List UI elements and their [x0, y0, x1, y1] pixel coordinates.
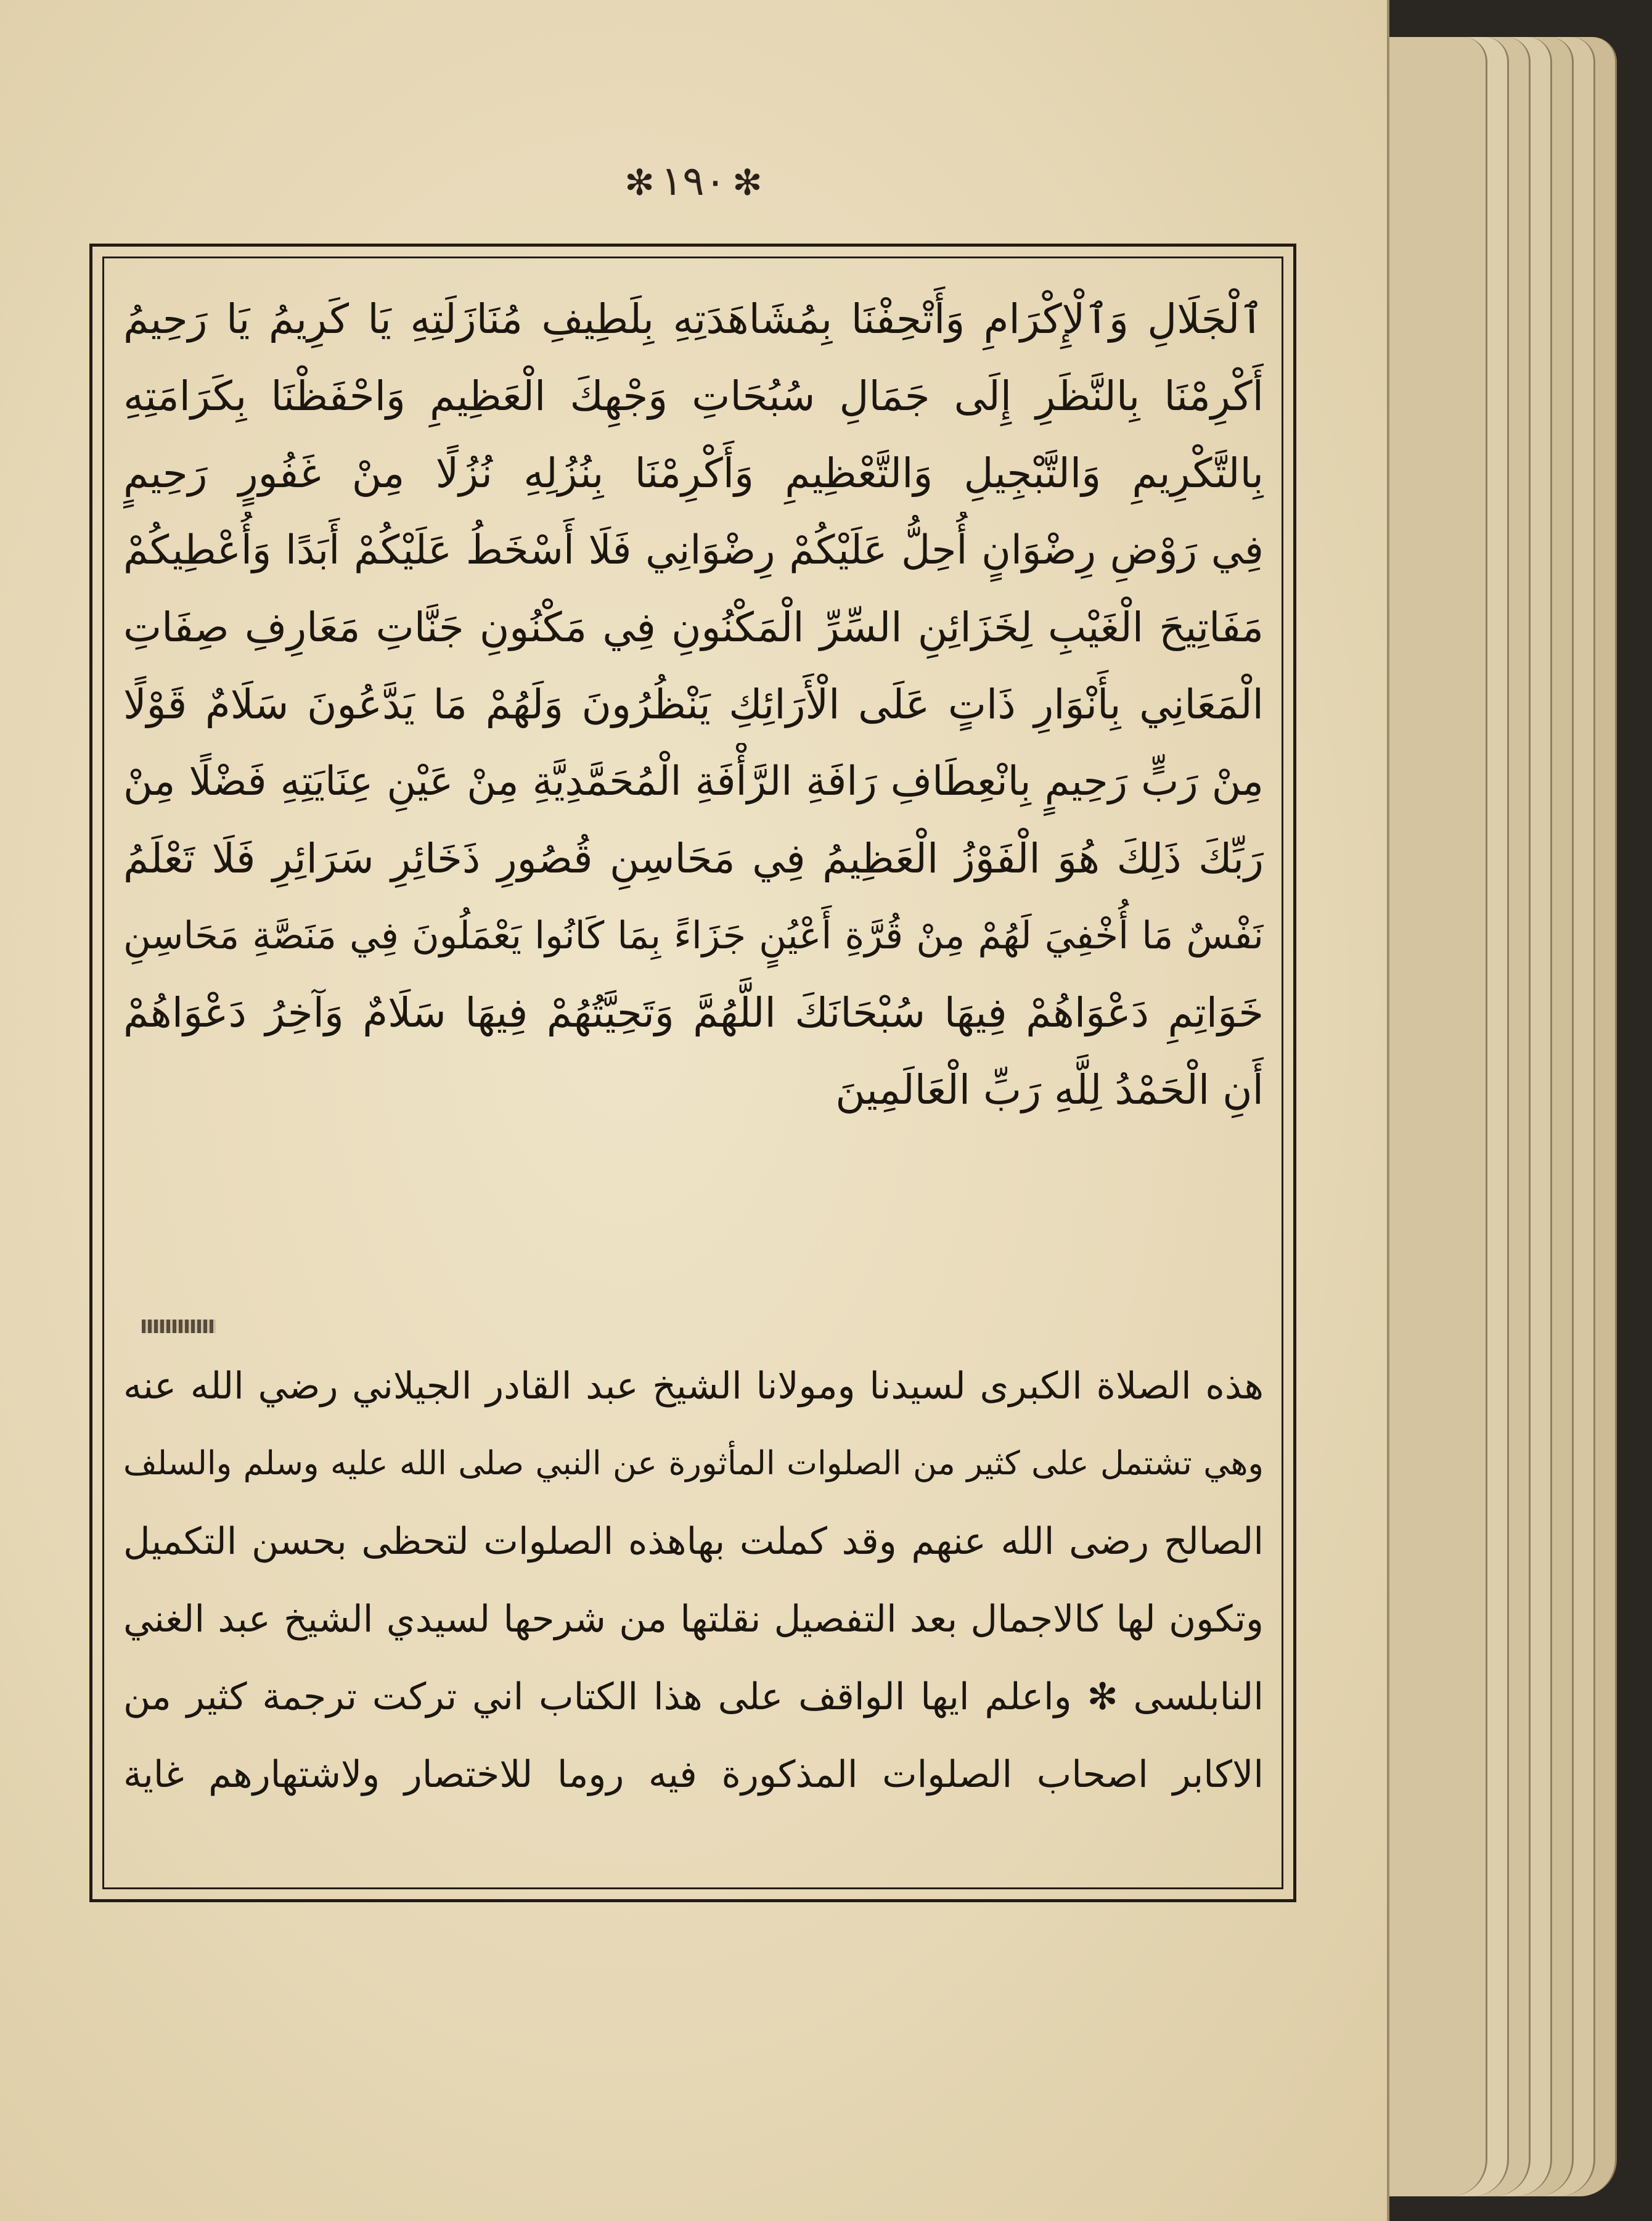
commentary-line: وهي تشتمل على كثير من الصلوات المأثورة عن النبي صلى الله عليه وسلم والسلف — [123, 1445, 1264, 1482]
prayer-line: أَنِ الْحَمْدُ لِلَّهِ رَبِّ الْعَالَمِينَ — [835, 1066, 1264, 1114]
commentary-line: الاكابر اصحاب الصلوات المذكورة فيه روما للاختصار ولاشتهارهم غاية — [123, 1753, 1264, 1796]
prayer-line: خَوَاتِمِ دَعْوَاهُمْ فِيهَا سُبْحَانَكَ اللَّهُمَّ وَتَحِيَّتُهُمْ فِيهَا سَلَامٌ وَآخِرُ دَعْوَاهُمْ — [123, 989, 1264, 1037]
page-number — [0, 157, 1387, 205]
commentary-line: النابلسى ✻ واعلم ايها الواقف على هذا الكتاب اني تركت ترجمة كثير من — [123, 1675, 1264, 1718]
prayer-line: نَفْسٌ مَا أُخْفِيَ لَهُمْ مِنْ قُرَّةِ أَعْيُنٍ جَزَاءً بِمَا كَانُوا يَعْمَلُونَ فِي مَنَصَّةِ مَحَاسِنِ — [123, 914, 1264, 958]
commentary-text — [123, 1347, 1264, 1813]
prayer-text — [123, 281, 1264, 1128]
page-number-value: ١٩٠ — [660, 157, 727, 205]
prayer-line: مَفَاتِيحَ الْغَيْبِ لِخَزَائِنِ السِّرِّ الْمَكْنُونِ فِي مَكْنُونِ جَنَّاتِ مَعَارِفِ صِفَاتِ — [123, 604, 1264, 651]
prayer-line: فِي رَوْضِ رِضْوَانٍ أُحِلُّ عَلَيْكُمْ رِضْوَانِي فَلَا أَسْخَطُ عَلَيْكُمْ أَبَدًا وَأُعْطِيكُمْ — [123, 527, 1264, 573]
ornament-star-icon: ✻ — [732, 162, 763, 203]
prayer-line: الْمَعَانِي بِأَنْوَارِ ذَاتٍ عَلَى الْأَرَائِكِ يَنْظُرُونَ وَلَهُمْ مَا يَدَّعُونَ سَلَامٌ قَوْلًا — [123, 681, 1264, 728]
prayer-line: رَبِّكَ ذَلِكَ هُوَ الْفَوْزُ الْعَظِيمُ فِي مَحَاسِنِ قُصُورِ ذَخَائِرِ سَرَائِرِ فَلَا تَعْلَمُ — [123, 835, 1264, 882]
ornament-star-icon: ✻ — [624, 162, 655, 203]
commentary-line: الصالح رضى الله عنهم وقد كملت بهاهذه الصلوات لتحظى بحسن التكميل — [123, 1520, 1264, 1563]
commentary-line: هذه الصلاة الكبرى لسيدنا ومولانا الشيخ عبد القادر الجيلاني رضي الله عنه — [123, 1365, 1264, 1408]
section-divider — [142, 1320, 216, 1333]
commentary-line: وتكون لها كالاجمال بعد التفصيل نقلتها من شرحها لسيدي الشيخ عبد الغني — [123, 1598, 1264, 1641]
prayer-line: ٱلْجَلَالِ وَٱلْإِكْرَامِ وَأَتْحِفْنَا بِمُشَاهَدَتِهِ بِلَطِيفِ مُنَازَلَتِهِ يَا كَرِيمُ يَا رَحِيمُ — [123, 295, 1264, 343]
prayer-line: بِالتَّكْرِيمِ وَالتَّبْجِيلِ وَالتَّعْظِيمِ وَأَكْرِمْنَا بِنُزُلِهِ نُزُلًا مِنْ غَفُورٍ رَحِيمٍ — [123, 450, 1264, 497]
prayer-line: أَكْرِمْنَا بِالنَّظَرِ إِلَى جَمَالِ سُبُحَاتِ وَجْهِكَ الْعَظِيمِ وَاحْفَظْنَا بِكَرَامَتِهِ — [123, 372, 1264, 420]
prayer-line: مِنْ رَبٍّ رَحِيمٍ بِانْعِطَافِ رَافَةِ الرَّأْفَةِ الْمُحَمَّدِيَّةِ مِنْ عَيْنِ عِنَايَتِهِ فَضْلًا مِنْ — [123, 758, 1264, 805]
